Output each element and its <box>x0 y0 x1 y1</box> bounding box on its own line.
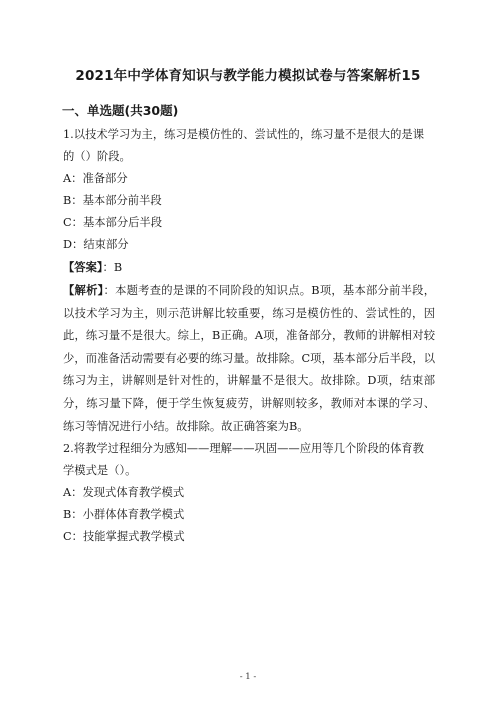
analysis-paragraph <box>63 279 435 438</box>
question-list <box>63 124 435 548</box>
page-number: - 1 - <box>239 672 257 682</box>
option-d: D：结束部分 <box>63 238 129 251</box>
analysis-label: 【解析】 <box>63 283 104 297</box>
option-a: A：准备部分 <box>63 172 128 185</box>
option-c: C：基本部分后半段 <box>63 216 163 229</box>
answer-line <box>63 256 435 279</box>
question-stem: 1.以技术学习为主，练习是模仿性的、尝试性的，练习量不是很大的是课的（）阶段。 <box>63 128 424 163</box>
document-title: 2021年中学体育知识与教学能力模拟试卷与答案解析15 <box>75 68 421 84</box>
option-b: B：基本部分前半段 <box>63 194 162 207</box>
section-heading: 一、单选题(共30题) <box>62 103 179 118</box>
question-stem: 2.将教学过程细分为感知——理解——巩固——应用等几个阶段的体育教学模式是（）。 <box>63 442 424 478</box>
option-a: A：发现式体育教学模式 <box>63 486 185 500</box>
option-c: C：技能掌握式教学模式 <box>63 530 185 544</box>
analysis-text: ：本题考查的是课的不同阶段的知识点。B项，基本部分前半段，以技术学习为主，则示范讲解比较重要，练习是模仿性的、尝试性的，因此，练习量不是很大。综上，B正确。A项，准备部分，教师的讲解相对较少，而准备活动需要有必要的练习量。故排除。C项，基本部分后半段，以练习为主，讲解则是针对性的，讲解量不是很大。故排除。D项，结束部分，练习量下降，便于学生恢复疲劳，讲解则较多，教师对本课的学习、练习等情况进行小结。故排除。故正确答案为B。 <box>63 284 435 433</box>
answer-value: ：B <box>102 261 123 274</box>
answer-label: 【答案】 <box>63 260 103 274</box>
option-b: B：小群体体育教学模式 <box>63 508 185 522</box>
